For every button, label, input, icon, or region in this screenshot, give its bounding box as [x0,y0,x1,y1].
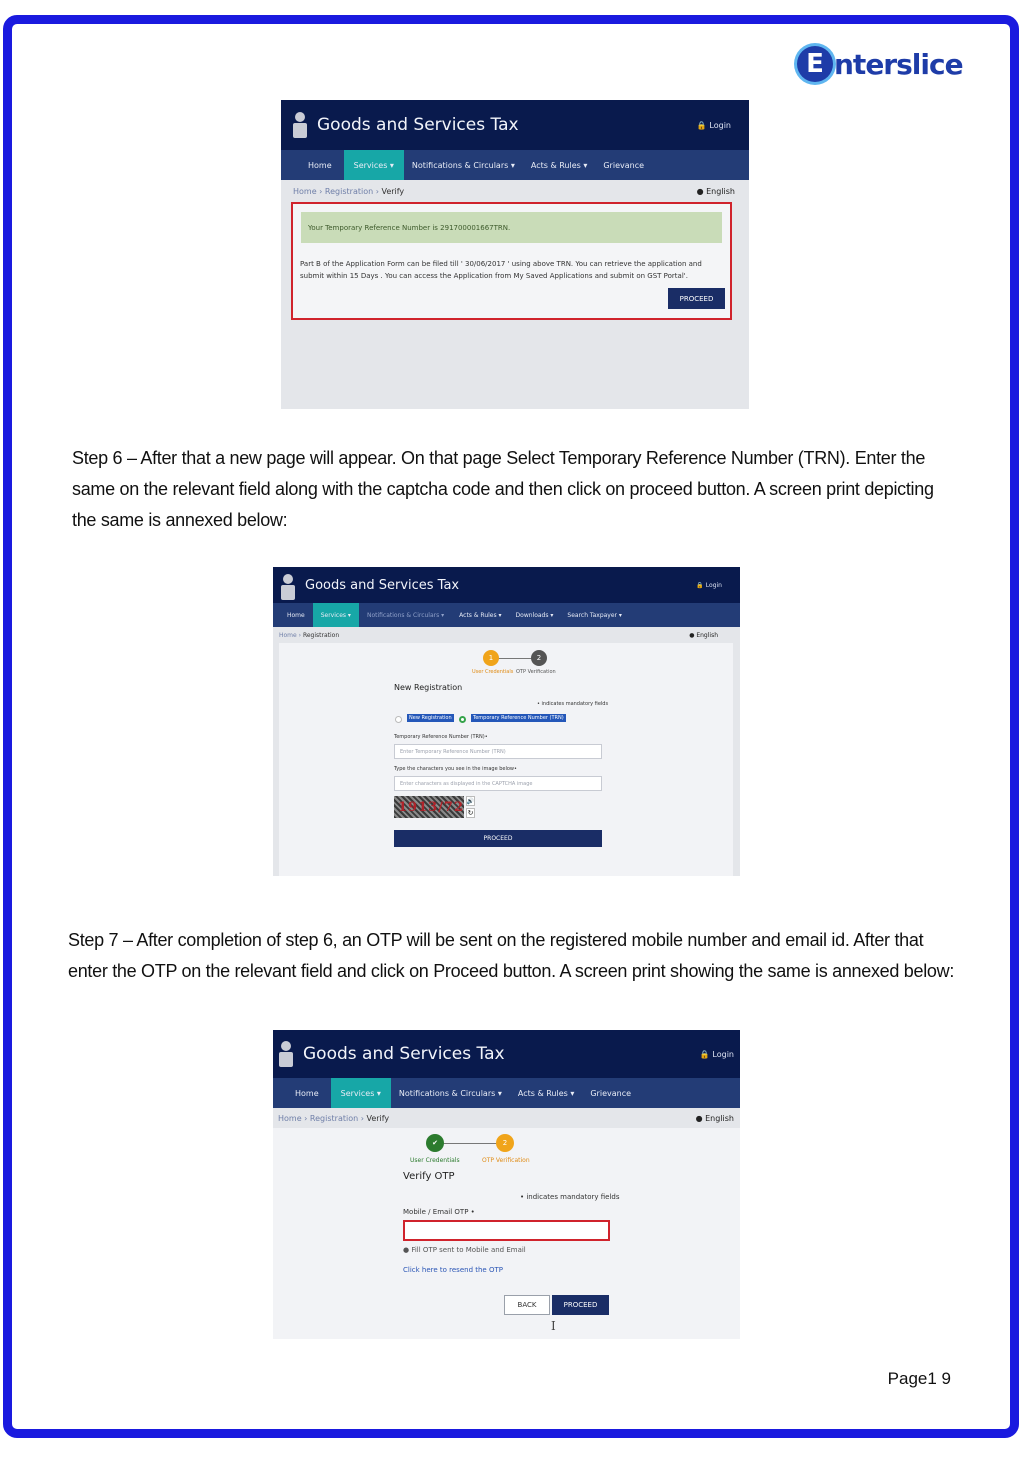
nav-grievance[interactable]: Grievance [603,160,645,170]
gst-title: Goods and Services Tax [303,1044,505,1064]
crumb-home[interactable]: Home [278,1113,302,1123]
mandatory-note: • indicates mandatory fields [537,701,609,707]
resend-otp-link[interactable]: Click here to resend the OTP [403,1266,503,1274]
emblem-icon [279,1041,293,1067]
gst-nav [273,1078,740,1108]
nav-downloads[interactable]: Downloads ▾ [515,611,554,619]
crumb-current: Registration [302,631,340,639]
otp-input[interactable] [403,1220,610,1241]
language-selector[interactable]: ● English [695,1113,734,1123]
nav-notifications[interactable]: Notifications & Circulars ▾ [411,160,515,170]
crumb-registration[interactable]: Registration [309,1113,359,1123]
radio-new-registration[interactable] [395,716,402,723]
gst-header [273,567,740,603]
step-2-label: OTP Verification [516,669,556,675]
otp-hint: ● Fill OTP sent to Mobile and Email [403,1246,526,1254]
nav-services[interactable]: Services ▾ [313,603,359,627]
step-1-indicator: 1 [483,650,499,666]
nav-acts[interactable]: Acts & Rules ▾ [530,160,588,170]
step-1-label: User Credentials [472,669,514,675]
step-connector [495,658,535,659]
screenshot-trn-generated [281,100,749,409]
login-link[interactable]: 🔒 Login [699,1049,734,1059]
gst-nav [281,150,749,180]
nav-acts[interactable]: Acts & Rules ▾ [517,1088,575,1098]
breadcrumb: Home › Registration ● English [279,631,718,639]
gst-title: Goods and Services Tax [305,577,460,593]
radio-new-label: New Registration [409,715,452,721]
crumb-home[interactable]: Home [279,631,297,639]
nav-notifications[interactable]: Notifications & Circulars ▾ [398,1088,502,1098]
step-1-label: User Credentials [410,1157,460,1164]
registration-card [279,643,733,876]
crumb-registration[interactable]: Registration [324,186,374,196]
info-text: Part B of the Application Form can be filed till ' 30/06/2017 ' using above TRN. You can retrieve the application and submit within 15 Days . You can access the Application from My Saved Applications and submit on GST Portal'. [300,260,702,280]
nav-grievance[interactable]: Grievance [590,1088,632,1098]
emblem-icon [293,112,307,138]
trn-field-label: Temporary Reference Number (TRN)• [394,734,488,740]
mandatory-note: • indicates mandatory fields [520,1193,620,1201]
logo-mark: E [797,46,833,82]
screenshot-verify-otp [273,1030,740,1339]
radio-trn[interactable] [459,716,466,723]
step-2-label: OTP Verification [482,1157,530,1164]
breadcrumb: Home › Registration › Verify ● English [293,186,735,196]
nav-home[interactable]: Home [308,160,332,170]
nav-services[interactable]: Services ▾ [331,1078,391,1108]
gst-title: Goods and Services Tax [317,115,519,135]
trn-message: Your Temporary Reference Number is 291700001667TRN. [308,223,511,232]
step-2-indicator: 2 [496,1134,514,1152]
breadcrumb: Home › Registration › Verify ● English [278,1113,734,1123]
captcha-image [394,796,464,818]
trn-input[interactable]: Enter Temporary Reference Number (TRN) [394,744,602,759]
login-link[interactable]: 🔒 Login [696,120,731,130]
text-cursor-icon: I [551,1319,556,1333]
trn-card [291,202,732,320]
page-number: Page1 9 [887,1369,951,1388]
gst-header [273,1030,740,1078]
nav-acts[interactable]: Acts & Rules ▾ [459,611,502,619]
nav-services[interactable]: Services ▾ [344,150,404,180]
nav-home[interactable]: Home [287,611,305,619]
verify-otp-card [273,1128,740,1339]
gst-nav [273,603,740,627]
captcha-input[interactable]: Enter characters as displayed in the CAPTCHA image [394,776,602,791]
captcha-text: 1913/72 [398,799,465,815]
proceed-button[interactable]: PROCEED [668,288,725,309]
audio-captcha-icon[interactable]: 🔊 [466,797,475,805]
trn-success-banner [301,212,722,243]
back-button[interactable]: BACK [504,1295,550,1315]
refresh-captcha-icon[interactable]: ↻ [467,809,474,817]
radio-trn-label: Temporary Reference Number (TRN) [473,715,564,721]
language-selector[interactable]: ● English [689,631,718,639]
crumb-current: Verify [381,186,405,196]
nav-notifications[interactable]: Notifications & Circulars ▾ [366,611,445,619]
proceed-button[interactable]: PROCEED [394,830,602,847]
crumb-current: Verify [366,1113,390,1123]
step-7-text: Step 7 – After completion of step 6, an OTP will be sent on the registered mobile number and email id. After that enter the OTP on the relevant field and click on Proceed button. A screen print showing the same is annexed below: [68,930,955,981]
crumb-home[interactable]: Home [293,186,317,196]
form-heading: New Registration [394,683,463,692]
gst-header [281,100,749,150]
otp-field-label: Mobile / Email OTP • [403,1208,475,1216]
step-2-indicator: 2 [531,650,547,666]
login-link[interactable]: 🔒 Login [696,581,722,589]
language-selector[interactable]: ● English [696,186,735,196]
screenshot-new-registration [273,567,740,876]
logo-text: nterslice [834,47,963,81]
emblem-icon [281,574,295,596]
nav-home[interactable]: Home [295,1088,319,1098]
step-6-text: Step 6 – After that a new page will appear. On that page Select Temporary Reference Number (TRN). Enter the same on the relevant field along with the captcha code and then click on proceed button. A screen print depicting the same is annexed below: [72,448,934,530]
proceed-button[interactable]: PROCEED [552,1295,609,1315]
nav-search-taxpayer[interactable]: Search Taxpayer ▾ [567,611,622,619]
form-heading: Verify OTP [403,1171,455,1182]
captcha-field-label: Type the characters you see in the image below• [394,766,517,772]
step-1-complete-icon: ✔ [426,1134,444,1152]
enterslice-logo [797,44,967,84]
